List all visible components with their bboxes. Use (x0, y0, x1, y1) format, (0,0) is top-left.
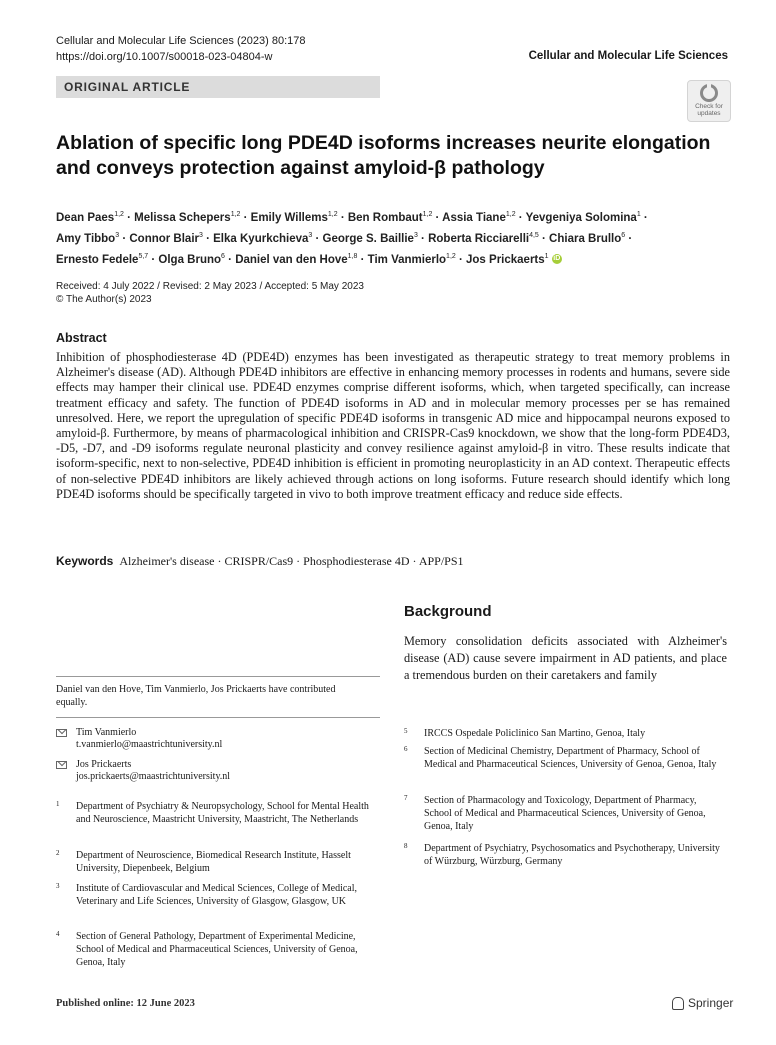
correspondence-name: Jos Prickaerts (76, 759, 132, 770)
correspondence-email[interactable]: jos.prickaerts@maastrichtuniversity.nl (76, 771, 231, 782)
author-affiliation-sup: 6 (221, 252, 225, 260)
affiliation-number: 2 (56, 849, 60, 857)
correspondence-name: Tim Vanmierlo (76, 727, 137, 738)
affiliation-item (404, 745, 724, 785)
author-name[interactable]: Melissa Schepers (134, 211, 231, 224)
affiliation-text: Section of General Pathology, Department of Experimental Medicine, School of Medical and Pharmaceutical Sciences, University of Genoa, Genoa, Italy (76, 931, 358, 968)
author-name[interactable]: Connor Blair (129, 232, 199, 245)
affiliation-item (56, 800, 376, 840)
author-affiliation-sup: 5,7 (138, 252, 149, 260)
author-affiliation-sup: 1,2 (446, 252, 456, 260)
author-affiliation-sup: 1 (544, 252, 549, 260)
author-name[interactable]: Daniel van den Hove (235, 253, 348, 266)
doi-link[interactable]: https://doi.org/10.1007/s00018-023-04804-w (56, 51, 273, 63)
author-affiliation-sup: 3 (199, 231, 203, 239)
author-name[interactable]: Ben Rombaut (347, 211, 423, 224)
author-affiliation-sup: 1,2 (422, 211, 433, 218)
author-affiliation-sup: 3 (115, 231, 120, 239)
author-name[interactable]: Olga Bruno (158, 253, 222, 266)
affiliation-text: Section of Medicinal Chemistry, Department of Pharmacy, School of Medical and Pharmaceutical Sciences, University of Genoa, Genoa, Italy (424, 746, 717, 770)
affiliation-number: 8 (404, 842, 408, 850)
author-name[interactable]: Elka Kyurkchieva (213, 232, 309, 245)
affiliation-item (56, 882, 376, 922)
affiliation-text: Department of Neuroscience, Biomedical Research Institute, Hasselt University, Diepenbeek, Belgium (76, 850, 351, 874)
year-volume: (2023) 80:178 (237, 35, 306, 47)
keywords (56, 554, 464, 569)
affiliation-text: Department of Psychiatry, Psychosomatics and Psychotherapy, University of Würzburg, Würzburg, Germany (424, 843, 720, 867)
author-affiliation-sup: 1 (636, 211, 641, 218)
journal-name: Cellular and Molecular Life Sciences (56, 35, 234, 47)
author-affiliation-sup: 3 (308, 231, 313, 239)
author-affiliation-sup: 1,2 (230, 211, 241, 218)
article-dates (56, 280, 364, 306)
author-name[interactable]: Emily Willems (250, 211, 328, 224)
author-name[interactable]: Chiara Brullo (549, 232, 622, 245)
article-history: Received: 4 July 2022 / Revised: 2 May 2023 / Accepted: 5 May 2023 (56, 281, 364, 292)
affiliation-text: Department of Psychiatry & Neuropsychology, School for Mental Health and Neuroscience, Maastricht University, Maastricht, The Netherlands (76, 801, 369, 825)
author-name[interactable]: Yevgeniya Solomina (525, 211, 637, 224)
affiliation-item (56, 930, 376, 970)
background-text: Memory consolidation deficits associated with Alzheimer's disease (AD) cause severe impairment in AD patients, and place a tremendous burden on their caretakers and family (404, 634, 727, 682)
background-heading: Background (404, 603, 492, 620)
publisher-logo (672, 996, 733, 1010)
affiliation-number: 6 (404, 745, 408, 753)
affiliation-number: 7 (404, 794, 408, 802)
affiliation-item (404, 727, 724, 741)
affiliation-item (404, 842, 724, 882)
orcid-icon[interactable]: iD (553, 255, 561, 263)
copyright: © The Author(s) 2023 (56, 294, 152, 305)
author-name[interactable]: Amy Tibbo (56, 232, 116, 245)
correspondence-email[interactable]: t.vanmierlo@maastrichtuniversity.nl (76, 739, 223, 750)
affiliation-item (56, 849, 376, 876)
author-list: Dean Paes$^{1,2}$ · Melissa Schepers$^{1,2}$ · Emily Willems$^{1,2}$ · Ben Rombaut$^{1,2}$ · Assia Tiane$^{1,2}$ · Yevgeniya Solomina$^1$ · Amy Tibbo$^3$ · Connor Blair$^3$ · Elka Kyurkchieva$^3$ · George S. Baillie$^3$ · Roberta Ricciarelli$^{4,5}$ · Chiara Brullo$^6$ · Ernesto Fedele$^{5,7}$ · Olga Bruno$^6$ · Daniel van den Hove$^{1,8}$ · Tim Vanmierlo$^{1,2}$ · Jos Prickaerts$^1$ iD (56, 211, 648, 266)
abstract-heading: Abstract (56, 331, 107, 345)
journal-name-right: Cellular and Molecular Life Sciences (528, 50, 728, 62)
footnote-divider (56, 717, 380, 718)
author-name[interactable]: Ernesto Fedele (56, 253, 139, 266)
author-name[interactable]: George S. Baillie (322, 232, 414, 245)
abstract-text: Inhibition of phosphodiesterase 4D (PDE4D) enzymes has been investigated as therapeutic strategy to treat memory problems in Alzheimer's disease (AD). Although PDE4D inhibitors are effective in enhancing memory processes in rodents and humans, severe side effects may hamper their clinical use. PDE4D enzymes comprise different isoforms, which, when targeted specifically, can increase treatment efficacy and safety. The function of PDE4D isoforms in AD and in molecular memory processes per se has remained unresolved. Here, we report the upregulation of specific PDE4D isoforms in transgenic AD mice and hippocampal neurons exposed to amyloid-β. Furthermore, by means of pharmacological inhibition and CRISPR-Cas9 knockdown, we show that the long-form PDE4D3, -D5, -D7, and -D9 isoforms regulate neuronal plasticity and convey resilience against amyloid-β in vitro. These results indicate that isoform-specific, next to non-selective, PDE4D inhibition is efficient in promoting neuroplasticity in an AD context. Therapeutic effects of non-selective PDE4D inhibitors are likely achieved through actions on long isoforms. Future research should identify which long PDE4D isoforms should be specifically targeted in vivo to both improve treatment efficacy and reduce side effects. (56, 350, 730, 501)
paper-title: Ablation of specific long PDE4D isoforms increases neurite elongation and conveys protection against amyloid-β pathology (56, 132, 711, 179)
contribution-note: Daniel van den Hove, Tim Vanmierlo, Jos Prickaerts have contributed equally. (56, 684, 336, 708)
author-name[interactable]: Tim Vanmierlo (367, 253, 447, 266)
author-name[interactable]: Jos Prickaerts (466, 253, 545, 266)
author-affiliation-sup: 1,2 (505, 211, 516, 218)
author-affiliation-sup: 6 (621, 231, 626, 239)
author-affiliation-sup: 1,2 (114, 211, 124, 218)
affiliation-text: Section of Pharmacology and Toxicology, Department of Pharmacy, School of Medical and Pharmaceutical Sciences, University of Genoa, Genoa, Italy (424, 795, 706, 832)
affiliation-number: 3 (56, 882, 60, 890)
affiliation-text: IRCCS Ospedale Policlinico San Martino, Genoa, Italy (424, 728, 646, 739)
crossmark-badge[interactable] (687, 80, 731, 122)
envelope-icon (56, 729, 67, 737)
affiliation-text: Institute of Cardiovascular and Medical Sciences, College of Medical, Veterinary and Life Sciences, University of Glasgow, Glasgow, UK (76, 883, 358, 907)
affiliation-number: 4 (56, 930, 60, 938)
keywords-label: Keywords (56, 554, 114, 568)
springer-horse-icon (672, 997, 684, 1010)
author-affiliation-sup: 4,5 (529, 231, 539, 239)
affiliation-item (404, 794, 724, 834)
publisher-name: Springer (688, 996, 734, 1010)
crossmark-icon (700, 84, 718, 102)
correspondence-item (56, 759, 376, 785)
author-affiliation-sup: 3 (413, 231, 418, 239)
article-type: ORIGINAL ARTICLE (64, 80, 191, 94)
footnote-divider (56, 676, 380, 677)
author-name[interactable]: Assia Tiane (442, 211, 506, 224)
author-name[interactable]: Dean Paes (56, 211, 115, 224)
crossmark-label: Check for updates (695, 103, 723, 117)
envelope-icon (56, 761, 67, 769)
correspondence-item (56, 727, 376, 753)
affiliation-number: 1 (56, 800, 60, 808)
author-affiliation-sup: 1,8 (347, 252, 358, 260)
author-name[interactable]: Roberta Ricciarelli (428, 232, 530, 245)
published-online: Published online: 12 June 2023 (56, 998, 195, 1009)
author-affiliation-sup: 1,2 (327, 211, 338, 218)
keywords-text: Alzheimer's disease · CRISPR/Cas9 · Phosphodiesterase 4D · APP/PS1 (119, 554, 464, 568)
affiliation-number: 5 (404, 727, 408, 735)
